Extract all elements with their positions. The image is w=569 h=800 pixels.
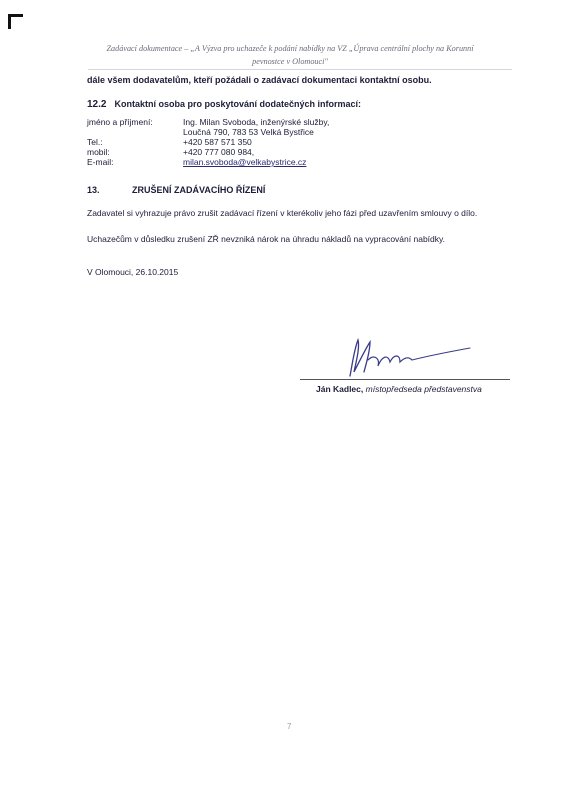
contact-value: +420 777 080 984, <box>183 147 255 157</box>
section-13-number: 13. <box>87 185 100 195</box>
email-link[interactable]: milan.svoboda@velkabystrice.cz <box>183 157 307 167</box>
section-13-paragraph-1: Zadavatel si vyhrazuje právo zrušit zadávací řízení v kterékoliv jeho fázi před uzavřením smlouvy o dílo. <box>87 208 478 218</box>
signature-line <box>300 379 510 380</box>
continuation-text: dále všem dodavatelům, kteří požádali o zadávací dokumentaci kontaktní osobu. <box>87 75 432 85</box>
scan-corner-mark <box>8 14 23 29</box>
section-12-2-number: 12.2 <box>87 99 107 110</box>
section-13-heading <box>87 185 265 195</box>
contact-label: Tel.: <box>87 137 103 147</box>
page-number: 7 <box>287 722 292 731</box>
contact-label: jméno a příjmení: <box>87 117 153 127</box>
signatory <box>316 384 482 394</box>
header-divider <box>88 69 512 70</box>
header-line-2: pevnostce v Olomouci" <box>252 57 328 66</box>
contact-value: +420 587 571 350 <box>183 137 252 147</box>
section-12-2-title: Kontaktní osoba pro poskytování dodatečných informací: <box>114 99 362 109</box>
contact-label: E-mail: <box>87 157 114 167</box>
contact-value: Loučná 790, 783 53 Velká Bystřice <box>183 127 314 137</box>
section-13-paragraph-2: Uchazečům v důsledku zrušení ZŘ nevzniká nárok na úhradu nákladů na vypracování nabídky. <box>87 234 445 244</box>
signatory-role: místopředseda představenstva <box>365 384 482 394</box>
header-line-1: Zadávací dokumentace – „A Výzva pro uchazeče k podání nabídky na VZ „Úprava centrální plochy na Korunní <box>106 44 474 53</box>
section-12-2-heading <box>87 99 361 110</box>
contact-value: Ing. Milan Svoboda, inženýrské služby, <box>183 117 330 127</box>
contact-label: mobil: <box>87 147 110 157</box>
signatory-name: Ján Kadlec, <box>316 384 364 394</box>
place-date: V Olomouci, 26.10.2015 <box>87 267 179 277</box>
section-13-title: ZRUŠENÍ ZADÁVACÍHO ŘÍZENÍ <box>132 185 266 195</box>
document-header <box>70 42 510 68</box>
